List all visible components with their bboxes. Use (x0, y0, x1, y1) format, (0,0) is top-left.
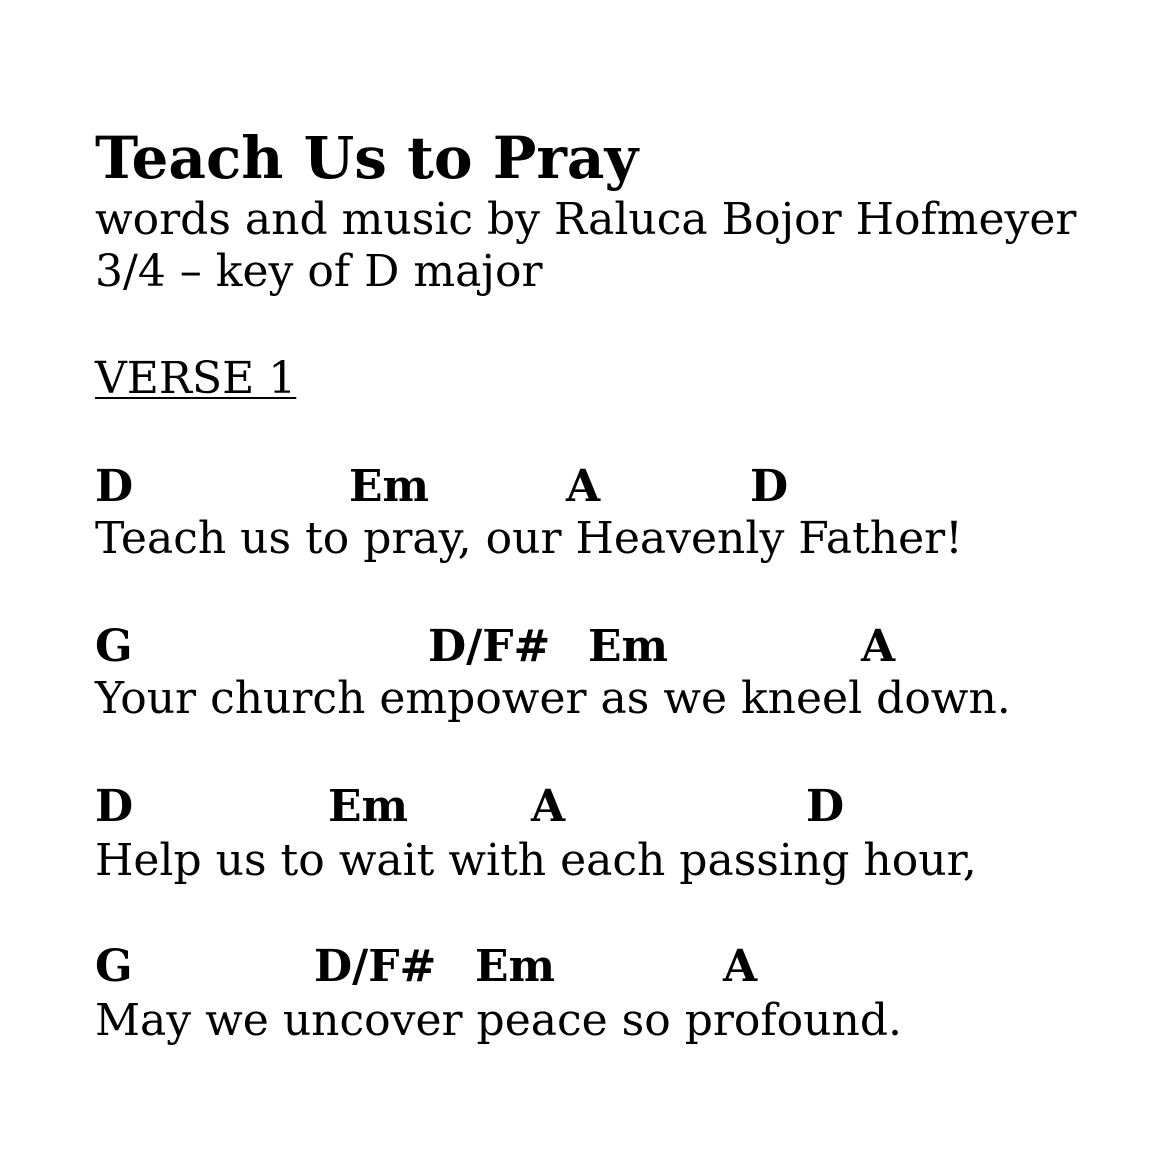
verse-label: VERSE 1 (95, 353, 297, 404)
chord: Em (588, 621, 669, 672)
chord: Em (349, 461, 430, 512)
time-and-key-signature: 3/4 – key of D major (95, 246, 543, 297)
chord-row (0, 782, 1150, 832)
chord: G (95, 941, 133, 992)
chord-row (0, 622, 1150, 672)
lyric-line: Help us to wait with each passing hour, (95, 835, 977, 886)
chord-row (0, 462, 1150, 512)
chord: D (95, 461, 134, 512)
chord: G (95, 621, 133, 672)
chord: D (95, 781, 134, 832)
chord: A (723, 941, 758, 992)
chord: D/F# (314, 941, 437, 992)
chord: A (531, 781, 566, 832)
lyric-line: Teach us to pray, our Heavenly Father! (95, 513, 963, 564)
chord-row (0, 942, 1150, 992)
chord: Em (328, 781, 409, 832)
chord: D/F# (428, 621, 551, 672)
song-byline: words and music by Raluca Bojor Hofmeyer (95, 194, 1077, 245)
lyric-line: Your church empower as we kneel down. (95, 673, 1011, 724)
chord: A (566, 461, 601, 512)
chord: A (861, 621, 896, 672)
song-title: Teach Us to Pray (95, 124, 639, 192)
chord: Em (475, 941, 556, 992)
chord: D (750, 461, 789, 512)
lyric-line: May we uncover peace so profound. (95, 995, 902, 1046)
chord: D (806, 781, 845, 832)
